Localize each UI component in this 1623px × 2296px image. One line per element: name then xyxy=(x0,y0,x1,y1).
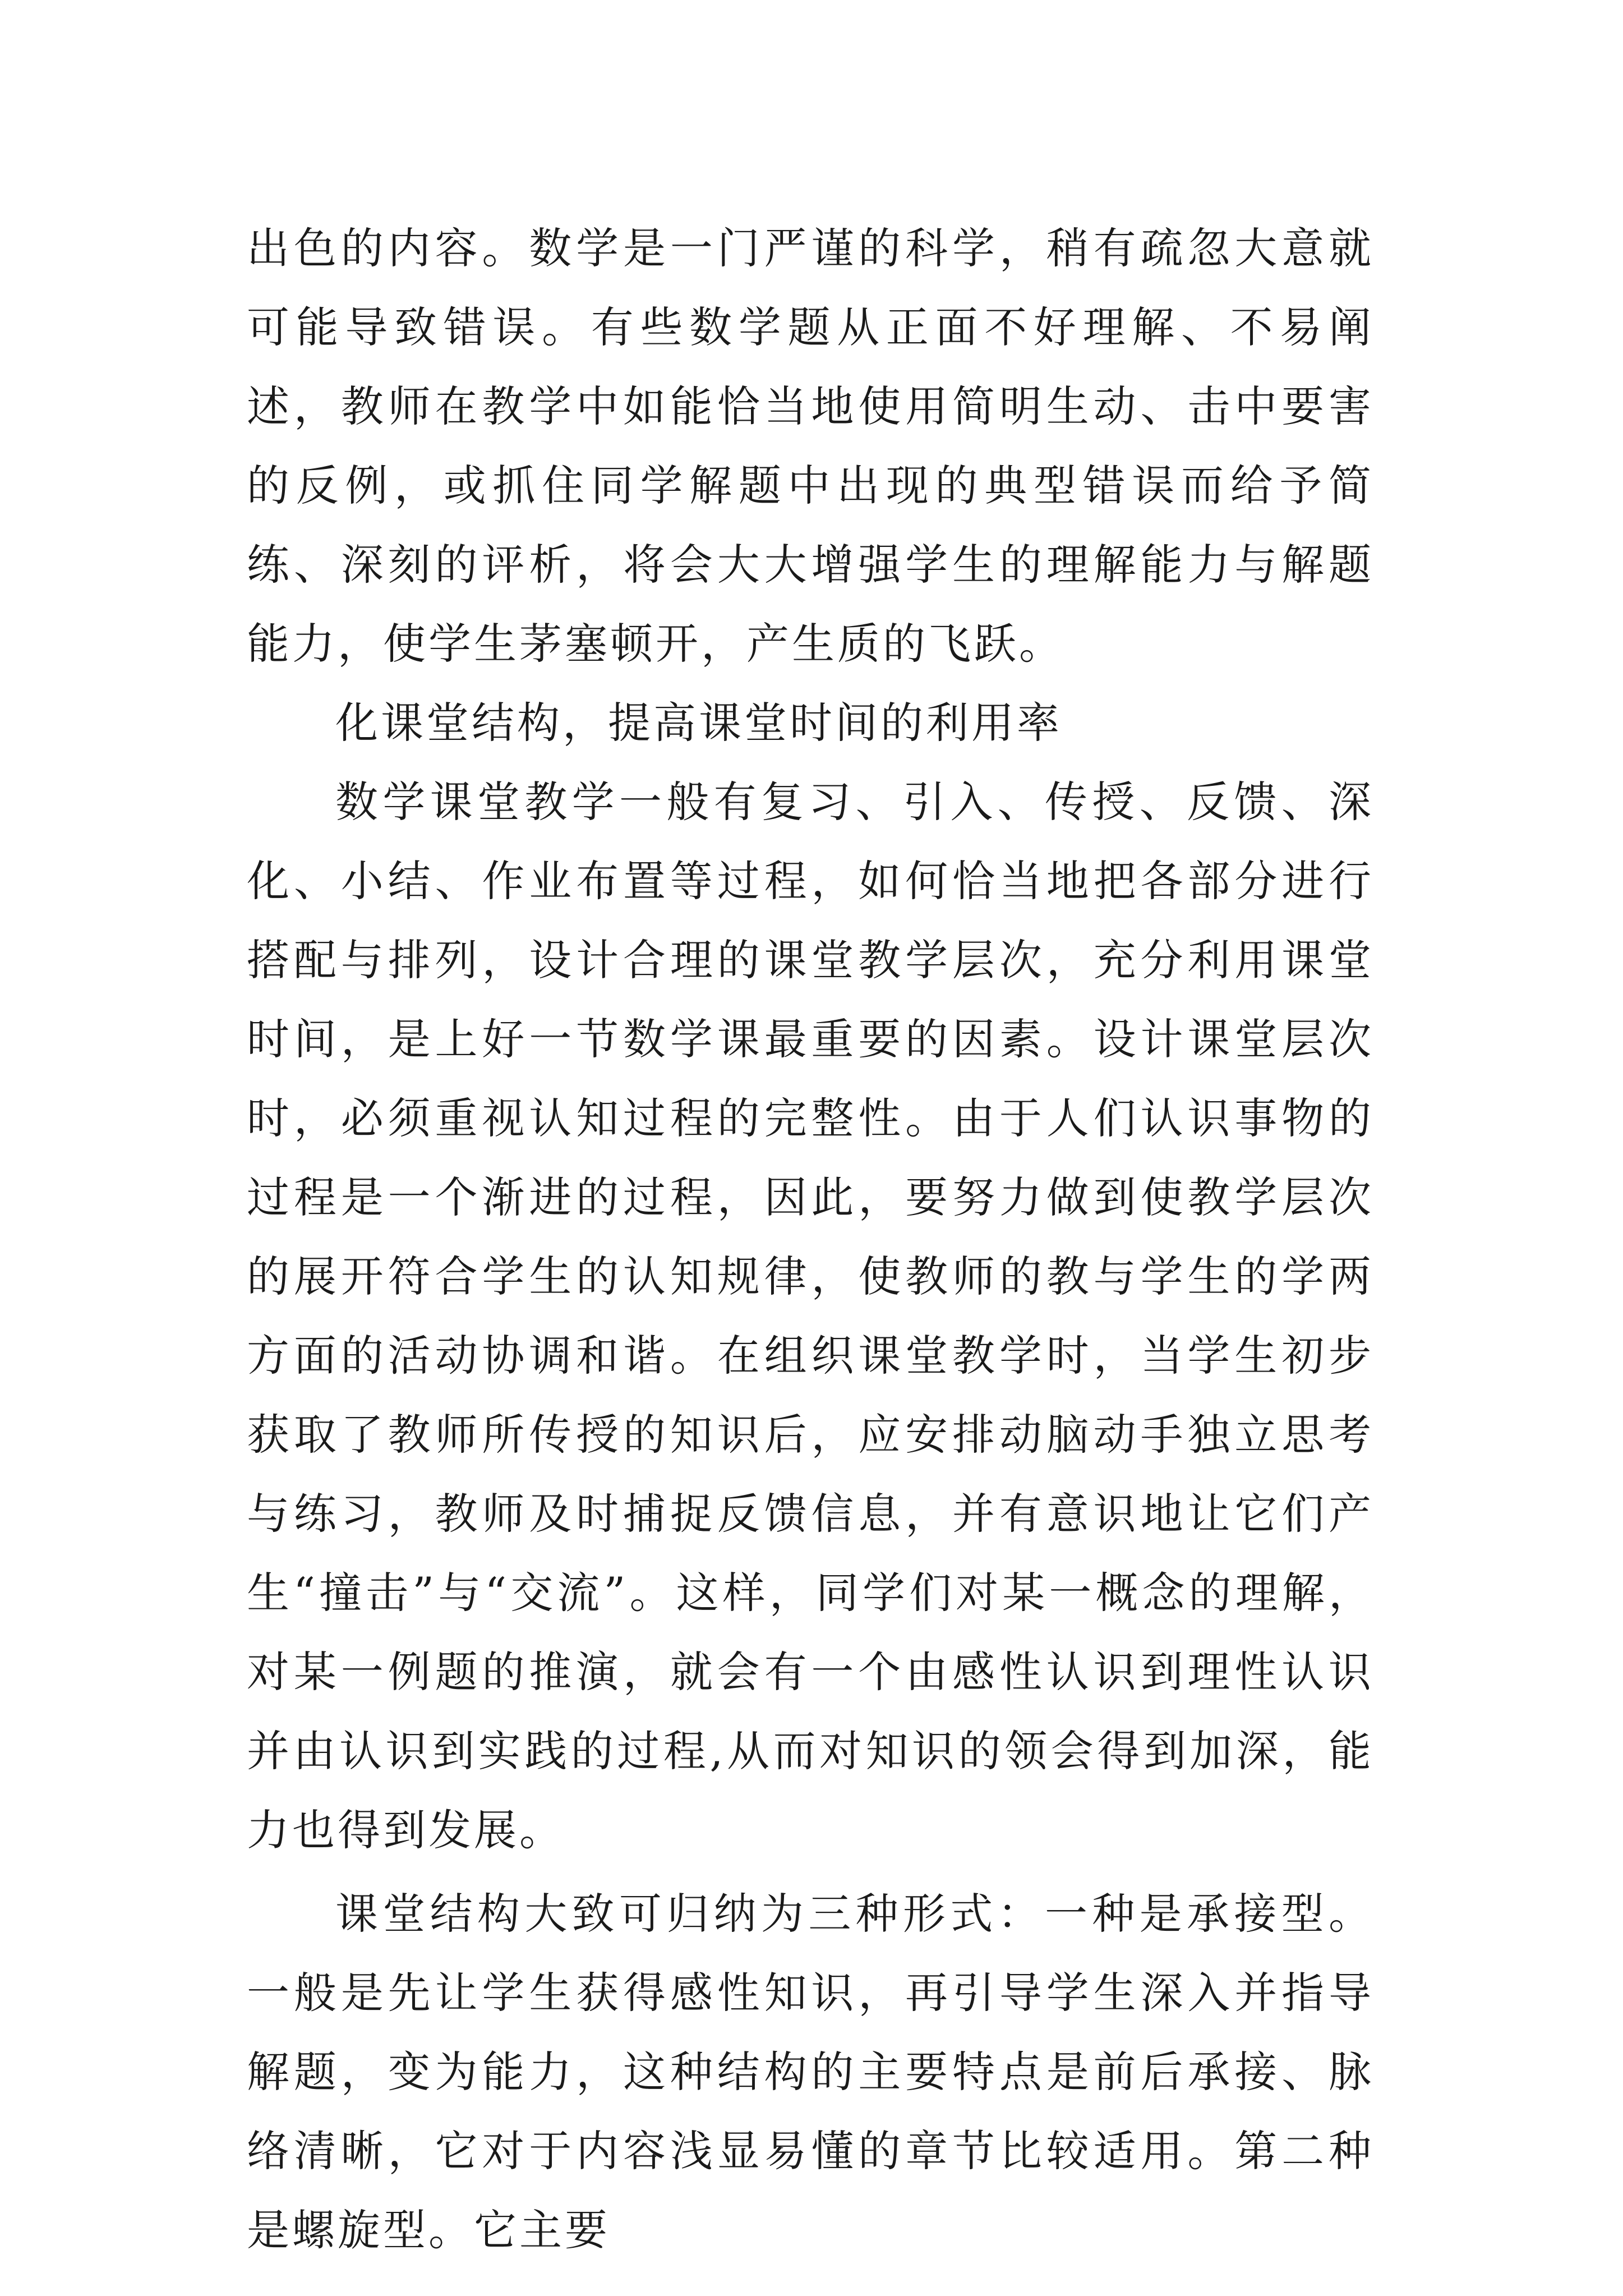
paragraph-classroom-process: 数学课堂教学一般有复习、引入、传授、反馈、深化、小结、作业布置等过程，如何恰当地把各部分进行搭配与排列，设计合理的课堂教学层次，充分利用课堂时间，是上好一节数学课最重要的因素。设计课堂层次时，必须重视认知过程的完整性。由于人们认识事物的过程是一个渐进的过程，因此，要努力做到使教学层次的展开符合学生的认知规律，使教师的教与学生的学两方面的活动协调和谐。在组织课堂教学时，当学生初步获取了教师所传授的知识后，应安排动脑动手独立思考与练习，教师及时捕捉反馈信息，并有意识地让它们产生“撞击”与“交流”。这样，同学们对某一概念的理解，对某一例题的推演，就会有一个由感性认识到理性认识并由认识到实践的过程,从而对知识的领会得到加深，能力也得到发展。 xyxy=(247,777,1374,1855)
paragraph-intro-continuation: 出色的内容。数学是一门严谨的科学，稍有疏忽大意就可能导致错误。有些数学题从正面不好理解、不易阐述，教师在教学中如能恰当地使用简明生动、击中要害的反例，或抓住同学解题中出现的典型错误而给予简练、深刻的评析，将会大大增强学生的理解能力与解题能力，使学生茅塞顿开，产生质的飞跃。 xyxy=(247,223,1374,669)
document-body xyxy=(247,209,1374,2270)
paragraph-structure-forms: 课堂结构大致可归纳为三种形式：一种是承接型。一般是先让学生获得感性知识，再引导学生深入并指导解题，变为能力，这种结构的主要特点是前后承接、脉络清晰，它对于内容浅显易懂的章节比较适用。第二种是螺旋型。它主要 xyxy=(247,1889,1374,2255)
section-heading-classroom-structure: 化课堂结构，提高课堂时间的利用率 xyxy=(335,698,1062,748)
